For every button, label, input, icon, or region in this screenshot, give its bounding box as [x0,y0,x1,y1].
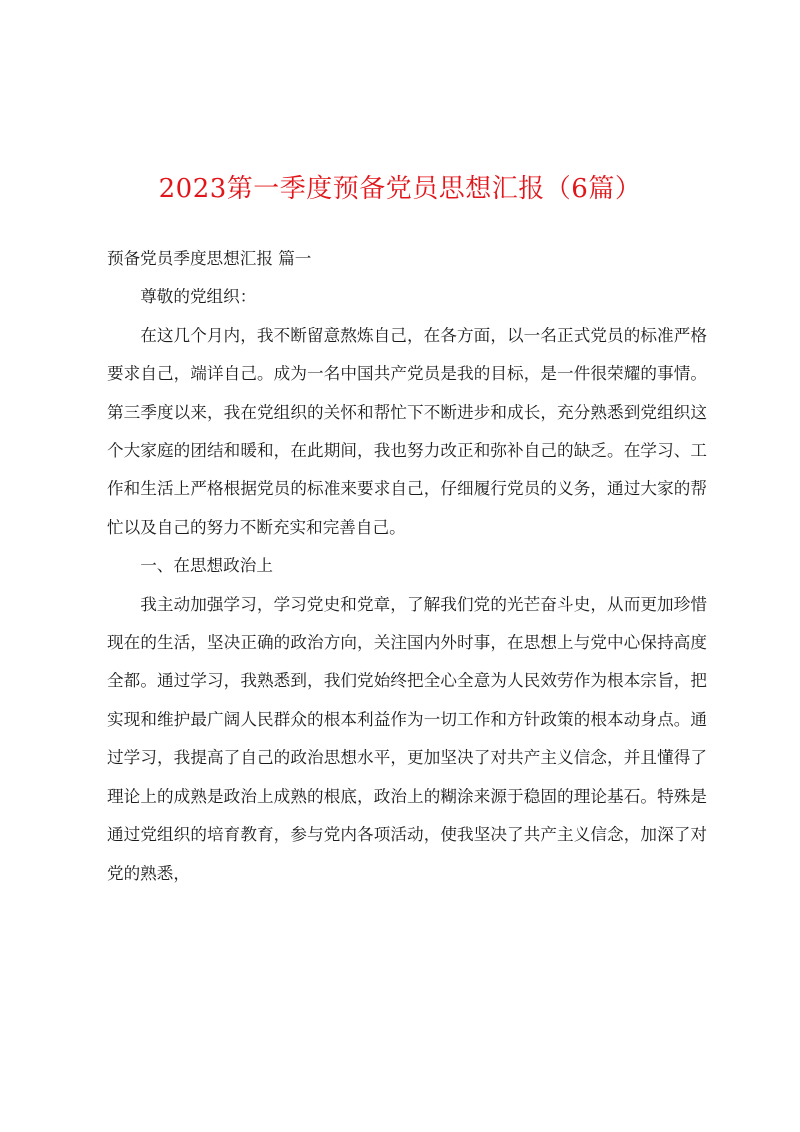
document-body [107,240,707,893]
paragraph-1: 在这几个月内，我不断留意熬炼自己，在各方面，以一名正式党员的标准严格要求自己，端详自己。成为一名中国共产党员是我的目标，是一件很荣耀的事情。第三季度以来，我在党组织的关怀和帮忙下不断进步和成长，充分熟悉到党组织这个大家庭的团结和暖和，在此期间，我也努力改正和弥补自己的缺乏。在学习、工作和生活上严格根据党员的标准来要求自己，仔细履行党员的义务，通过大家的帮忙以及自己的努力不断充实和完善自己。 [107,325,707,537]
subheading-political: 一、在思想政治上 [140,556,273,576]
section-heading: 预备党员季度思想汇报 篇一 [107,249,312,268]
salutation: 尊敬的党组织： [140,287,257,307]
document-title: 2023第一季度预备党员思想汇报（6篇） [158,174,642,204]
paragraph-2: 我主动加强学习，学习党史和党章，了解我们党的光芒奋斗史，从而更加珍惜现在的生活，坚决正确的政治方向，关注国内外时事，在思想上与党中心保持高度全都。通过学习，我熟悉到，我们党始终把全心全意为人民效劳作为根本宗旨，把实现和维护最广阔人民群众的根本利益作为一切工作和方针政策的根本动身点。通过学习，我提高了自己的政治思想水平，更加坚决了对共产主义信念，并且懂得了理论上的成熟是政治上成熟的根底，政治上的糊涂来源于稳固的理论基石。特殊是通过党组织的培育教育，参与党内各项活动，使我坚决了共产主义信念，加深了对党的熟悉， [107,594,707,883]
